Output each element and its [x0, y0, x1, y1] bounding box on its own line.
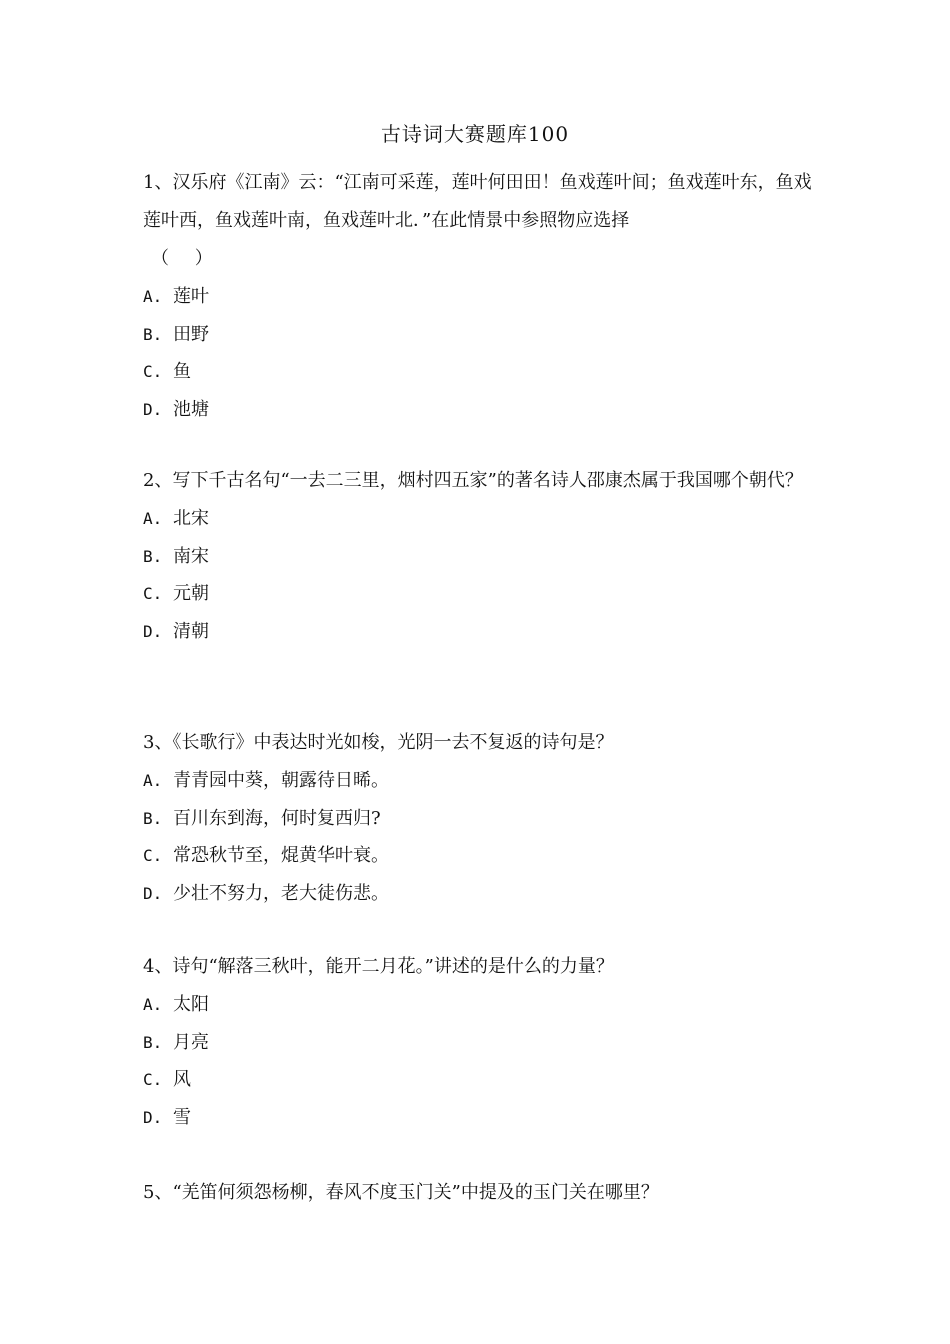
option-text: 池塘 [173, 398, 209, 420]
option-letter: A. [143, 287, 163, 306]
option-letter: D. [143, 399, 163, 419]
question-1 [143, 164, 815, 428]
option-b [143, 538, 815, 576]
question-text: 5、“羌笛何须怨杨柳，春风不度玉门关”中提及的玉门关在哪里？ [143, 1182, 659, 1203]
option-b [143, 800, 815, 838]
option-text: 南宋 [173, 545, 209, 567]
option-text: 鱼 [173, 361, 191, 382]
option-text: 北宋 [173, 508, 209, 529]
option-letter: A. [143, 771, 163, 790]
option-b [143, 316, 815, 354]
question-text: 4、诗句“解落三秋叶，能开二月花。”讲述的是什么的力量？ [143, 956, 614, 977]
page-title: 古诗词大赛题库100 [380, 122, 570, 146]
option-letter: C. [143, 846, 163, 865]
option-letter: C. [143, 362, 163, 381]
option-text: 元朝 [173, 583, 209, 604]
option-text: 莲叶 [173, 286, 209, 307]
option-c [143, 575, 815, 613]
option-text: 百川东到海，何时复西归? [173, 807, 381, 829]
option-text: 青青园中葵，朝露待日晞。 [173, 770, 389, 791]
option-a [143, 986, 815, 1024]
option-letter: D. [143, 621, 163, 641]
option-c [143, 353, 815, 391]
option-c [143, 837, 815, 875]
option-b [143, 1024, 815, 1062]
option-letter: D. [143, 1107, 163, 1127]
option-text: 清朝 [173, 620, 209, 642]
option-letter: A. [143, 995, 163, 1014]
question-2 [143, 462, 815, 650]
option-d [143, 391, 815, 429]
option-text: 风 [173, 1069, 191, 1090]
option-text: 田野 [173, 323, 209, 345]
option-text: 常恐秋节至，焜黄华叶衰。 [173, 845, 389, 866]
question-text: 1、汉乐府《江南》云：“江南可采莲，莲叶何田田！鱼戏莲叶间；鱼戏莲叶东，鱼戏莲叶西，鱼戏莲叶南，鱼戏莲叶北．”在此情景中参照物应选择 [143, 172, 812, 231]
option-a [143, 762, 815, 800]
option-text: 雪 [173, 1106, 191, 1128]
option-text: 月亮 [173, 1031, 209, 1053]
answer-blank: （ ） [151, 248, 223, 269]
option-letter: C. [143, 584, 163, 603]
option-letter: A. [143, 509, 163, 528]
option-letter: B. [143, 324, 163, 344]
option-a [143, 278, 815, 316]
option-d [143, 1099, 815, 1137]
option-c [143, 1061, 815, 1099]
option-text: 太阳 [173, 994, 209, 1015]
option-letter: B. [143, 1032, 163, 1052]
option-letter: B. [143, 546, 163, 566]
question-text: 3、《长歌行》中表达时光如梭，光阴一去不复返的诗句是？ [143, 732, 614, 753]
question-text: 2、写下千古名句“一去二三里，烟村四五家”的著名诗人邵康杰属于我国哪个朝代？ [143, 470, 803, 491]
option-letter: B. [143, 808, 163, 828]
option-a [143, 500, 815, 538]
question-4 [143, 948, 815, 1136]
option-d [143, 875, 815, 913]
option-letter: D. [143, 883, 163, 903]
option-letter: C. [143, 1070, 163, 1089]
question-5 [143, 1174, 815, 1212]
option-d [143, 613, 815, 651]
question-3 [143, 724, 815, 912]
option-text: 少壮不努力，老大徒伤悲。 [173, 882, 389, 904]
